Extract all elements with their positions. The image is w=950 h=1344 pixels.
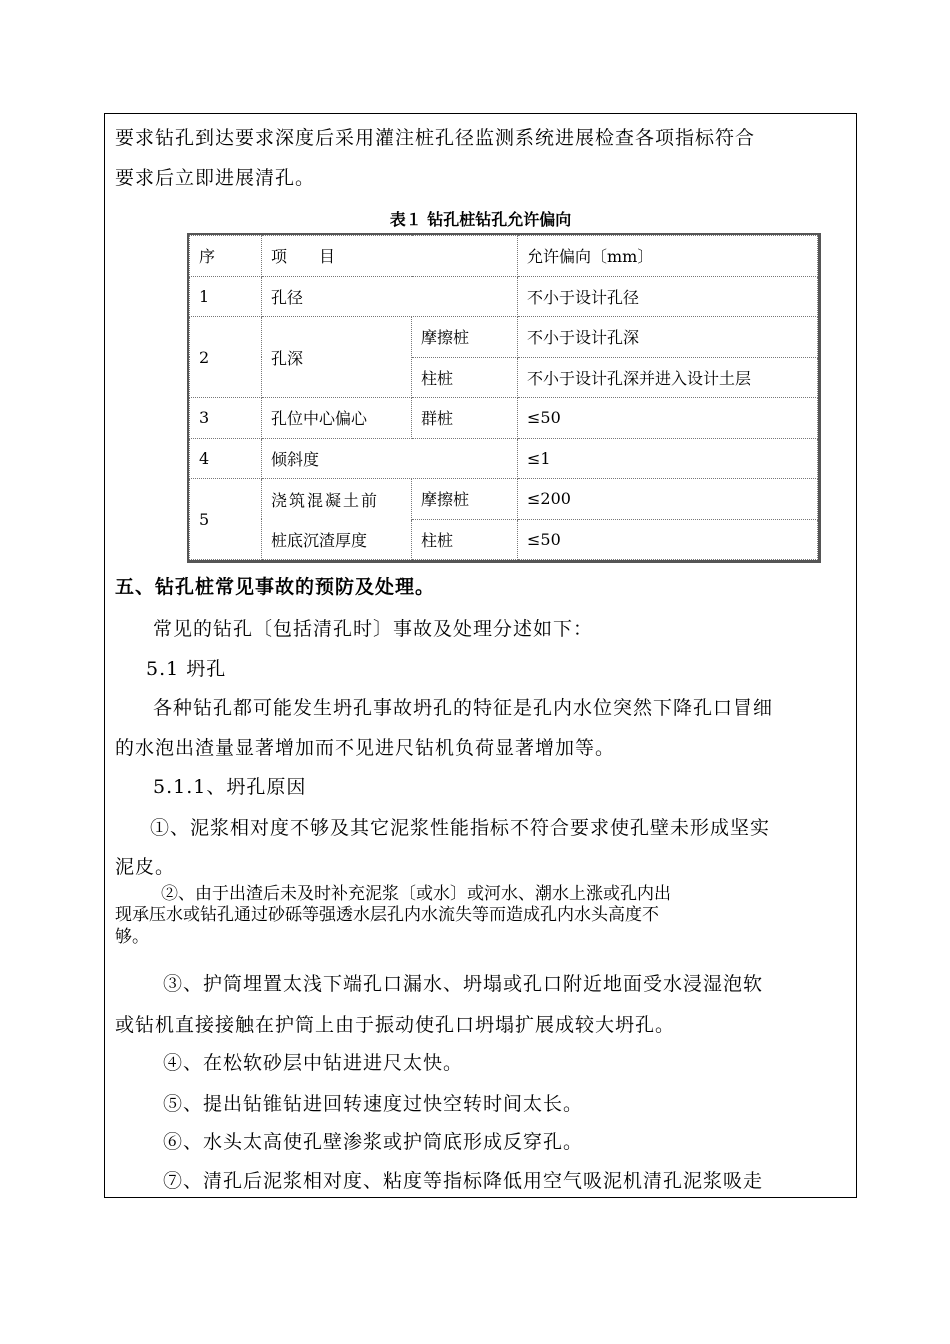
cell-seq: 3 (190, 398, 262, 439)
cell-deviation: 不小于设计孔径 (518, 276, 818, 317)
cell-item: 倾斜度 (262, 438, 518, 479)
cell-seq: 4 (190, 438, 262, 479)
table-row (190, 519, 818, 560)
table-row (190, 438, 818, 479)
cause-item: ⑤、提出钻锥钻进回转速度过快空转时间太长。 (163, 1093, 584, 1115)
cell-seq: 1 (190, 276, 262, 317)
cause-item-cont: 或钻机直接接触在护筒上由于振动使孔口坍塌扩展成较大坍孔。 (115, 1014, 676, 1036)
cell-item: 浇筑混凝土前 (262, 479, 412, 520)
intro-line-1: 要求钻孔到达要求深度后采用灌注桩孔径监测系统进展检查各项指标符合 (115, 127, 756, 149)
cause-item-cont: 够。 (115, 927, 149, 947)
table-row (190, 398, 818, 439)
cause-item-cont: 现承压水或钻孔通过砂砾等强透水层孔内水流失等而造成孔内水头高度不 (115, 905, 659, 925)
cell-deviation: ≤1 (518, 438, 818, 479)
table-row (190, 479, 818, 520)
cause-item: ⑦、清孔后泥浆相对度、粘度等指标降低用空气吸泥机清孔泥浆吸走 (163, 1170, 764, 1192)
cell-sub-item: 摩擦桩 (412, 317, 518, 358)
paragraph-line: 的水泡出渣量显著增加而不见进尺钻机负荷显著增加等。 (115, 737, 616, 759)
cause-item: ①、泥浆相对度不够及其它泥浆性能指标不符合要求使孔壁未形成坚实 (150, 817, 771, 839)
cell-item: 孔深 (262, 317, 412, 398)
cause-item-cont: 泥皮。 (115, 856, 176, 878)
deviation-table (187, 233, 821, 563)
cause-item: ④、在松软砂层中钻进进尺太快。 (163, 1052, 464, 1074)
cell-item: 孔径 (262, 276, 518, 317)
cell-deviation: ≤50 (518, 519, 818, 560)
subsection-heading: 5.1.1、坍孔原因 (153, 776, 307, 798)
table-row (190, 276, 818, 317)
cell-sub-item: 群桩 (412, 398, 518, 439)
table-caption: 表１ 钻孔桩钻孔允许偏向 (389, 210, 572, 229)
section-heading: 五、钻孔桩常见事故的预防及处理。 (115, 576, 436, 598)
cell-sub-item: 柱桩 (412, 519, 518, 560)
table-row (190, 317, 818, 358)
cell-deviation: 不小于设计孔深 (518, 317, 818, 358)
cell-seq: 2 (190, 317, 262, 398)
cell-deviation: ≤200 (518, 479, 818, 520)
intro-line-2: 要求后立即进展清孔。 (115, 167, 316, 189)
table-header-row (190, 236, 818, 277)
cause-item: ②、由于出渣后未及时补充泥浆〔或水〕或河水、潮水上涨或孔内出 (161, 884, 671, 904)
header-seq: 序 (190, 236, 262, 277)
cell-sub-item: 摩擦桩 (412, 479, 518, 520)
cell-seq: 5 (190, 479, 262, 560)
cause-item: ⑥、水头太高使孔壁渗浆或护筒底形成反穿孔。 (163, 1131, 584, 1153)
paragraph-line: 各种钻孔都可能发生坍孔事故坍孔的特征是孔内水位突然下降孔口冒细 (153, 697, 774, 719)
paragraph: 常见的钻孔〔包括清孔时〕事故及处理分述如下： (153, 618, 594, 640)
cell-deviation: ≤50 (518, 398, 818, 439)
cell-item: 孔位中心偏心 (262, 398, 412, 439)
subsection-heading: 5.1 坍孔 (146, 658, 227, 680)
cause-item: ③、护筒埋置太浅下端孔口漏水、坍塌或孔口附近地面受水浸湿泡软 (163, 973, 764, 995)
cell-item: 桩底沉渣厚度 (262, 519, 412, 560)
header-item: 项 目 (262, 236, 518, 277)
cell-deviation: 不小于设计孔深并进入设计土层 (518, 357, 818, 398)
header-deviation: 允许偏向〔mm〕 (518, 236, 818, 277)
cell-sub-item: 柱桩 (412, 357, 518, 398)
